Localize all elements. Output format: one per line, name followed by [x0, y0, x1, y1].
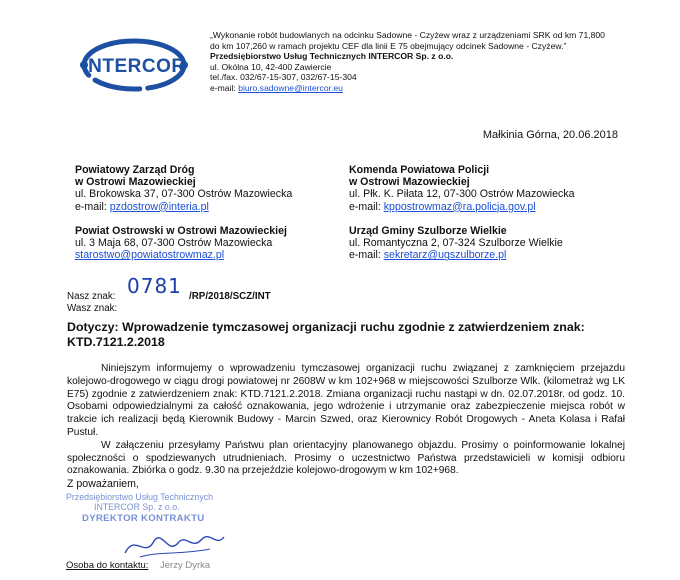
- project-line-2: do km 107,260 w ramach projektu CEF dla linii E 75 obejmujący odcinek Sadowne - Czyżew.”: [210, 40, 567, 51]
- svg-text:INTERCOR: INTERCOR: [82, 56, 186, 77]
- email-label: e-mail:: [349, 249, 381, 262]
- stamp-line-1: Przedsiębiorstwo Usług Technicznych: [66, 492, 214, 502]
- recipient-name: Powiat Ostrowski w Ostrowi Mazowieckiej: [75, 225, 287, 237]
- recipient-email-link[interactable]: sekretarz@ugszulborze.pl: [383, 249, 507, 262]
- email-label: e-mail:: [75, 200, 107, 213]
- recipient-pzd: [75, 164, 292, 213]
- recipient-name: Urząd Gminy Szulborze Wielkie: [349, 225, 507, 237]
- our-ref-label: Nasz znak:: [67, 291, 116, 302]
- recipient-email-link[interactable]: kppostrowmaz@ra.policja.gov.pl: [383, 200, 536, 213]
- recipient-street: ul. Brokowska 37, 07-300 Ostrów Mazowiecka: [75, 188, 293, 201]
- recipient-street: ul. Płk. K. Piłata 12, 07-300 Ostrów Mazowiecka: [349, 188, 575, 201]
- closing-regards: Z poważaniem,: [67, 478, 139, 490]
- recipient-name-2: w Ostrowi Mazowieckiej: [75, 176, 196, 189]
- contact-label: Osoba do kontaktu:: [66, 560, 149, 571]
- company-street: ul. Okólna 10, 42-400 Zawiercie: [210, 61, 332, 72]
- reference-block: [67, 274, 271, 314]
- our-ref-suffix: /RP/2018/SCZ/INT: [189, 291, 271, 302]
- recipient-email-link[interactable]: starostwo@powiatostrowmaz.pl: [75, 249, 225, 262]
- recipient-street: ul. Romantyczna 2, 07-324 Szulborze Wielkie: [349, 237, 563, 250]
- recipient-name-2: w Ostrowi Mazowieckiej: [349, 176, 470, 189]
- letter-body: [67, 363, 625, 478]
- company-name: Przedsiębiorstwo Usług Technicznych INTERCOR Sp. z o.o.: [210, 51, 454, 62]
- contact-name: Jerzy Dyrka: [160, 560, 211, 571]
- company-email-link[interactable]: biuro.sadowne@intercor.eu: [238, 82, 343, 93]
- email-label: e-mail:: [349, 200, 381, 213]
- stamp-director: DYREKTOR KONTRAKTU: [82, 513, 205, 524]
- recipient-policja: [349, 164, 575, 213]
- stamp-line-2: INTERCOR Sp. z o.o.: [94, 502, 180, 512]
- recipient-gmina: [349, 225, 563, 262]
- body-paragraph-1: Niniejszym informujemy o wprowadzeniu tymczasowej organizacji ruchu związanej z zamknięciem przejazdu kolejowo-drogowego w ciągu drogi powiatowej nr 2608W w km 102+968 w miejscowości Szulborze Wlk. (kilometraż wg LK E75) zgodnie z zatwierdzeniem znak: KTD.7121.2.2018. Zmiana organizacji ruchu nastąpi w dn. 02.07.2018r. od godz. 10. Osobami odpowiedzialnymi za całość oznakowania, jego wdrożenie i utrzymanie oraz zabezpieczenie miejsca robót w trakcie ich realizacji będą Kierownik Budowy - Marcin Szwed, oraz Kierownicy Robót Drogowych - Aneta Kolasa i Rafał Pustuł.: [67, 363, 625, 438]
- recipient-name: Komenda Powiatowa Policji: [349, 164, 490, 176]
- contact-person: [66, 560, 148, 571]
- recipient-name: Powiatowy Zarząd Dróg: [75, 164, 195, 176]
- letterhead: [210, 30, 670, 94]
- company-phones: tel./fax. 032/67-15-307, 032/67-15-304: [210, 72, 357, 83]
- handwritten-ref-number: 0781: [127, 274, 182, 298]
- subject-line: Dotyczy: Wprowadzenie tymczasowej organizacji ruchu zgodnie z zatwierdzeniem znak: KTD.7121.2.2018: [67, 320, 585, 349]
- recipient-street: ul. 3 Maja 68, 07-300 Ostrów Mazowiecka: [75, 237, 273, 250]
- email-label: e-mail:: [210, 82, 236, 93]
- your-ref-label: Wasz znak:: [67, 302, 118, 314]
- intercor-logo: [70, 34, 198, 96]
- recipient-email-link[interactable]: pzdostrow@interia.pl: [109, 200, 209, 213]
- body-paragraph-2: W załączeniu przesyłamy Państwu plan orientacyjny planowanego objazdu. Prosimy o poinformowanie lokalnej społeczności o spodziewanych utrudnieniach. Prosimy o uczestnictwo Państwa przedstawicieli w komisji odbioru oznakowania. Zbiórka o godz. 9.30 na przejeździe kolejowo-drogowym w km 102+968.: [67, 439, 625, 477]
- recipient-powiat: [75, 225, 287, 262]
- company-stamp: [66, 492, 226, 524]
- project-line-1: „Wykonanie robót budowlanych na odcinku Sadowne - Czyżew wraz z urządzeniami SRK od km 71,800: [210, 30, 605, 40]
- signature-scribble: [120, 525, 230, 565]
- letter-date: Małkinia Górna, 20.06.2018: [482, 129, 618, 141]
